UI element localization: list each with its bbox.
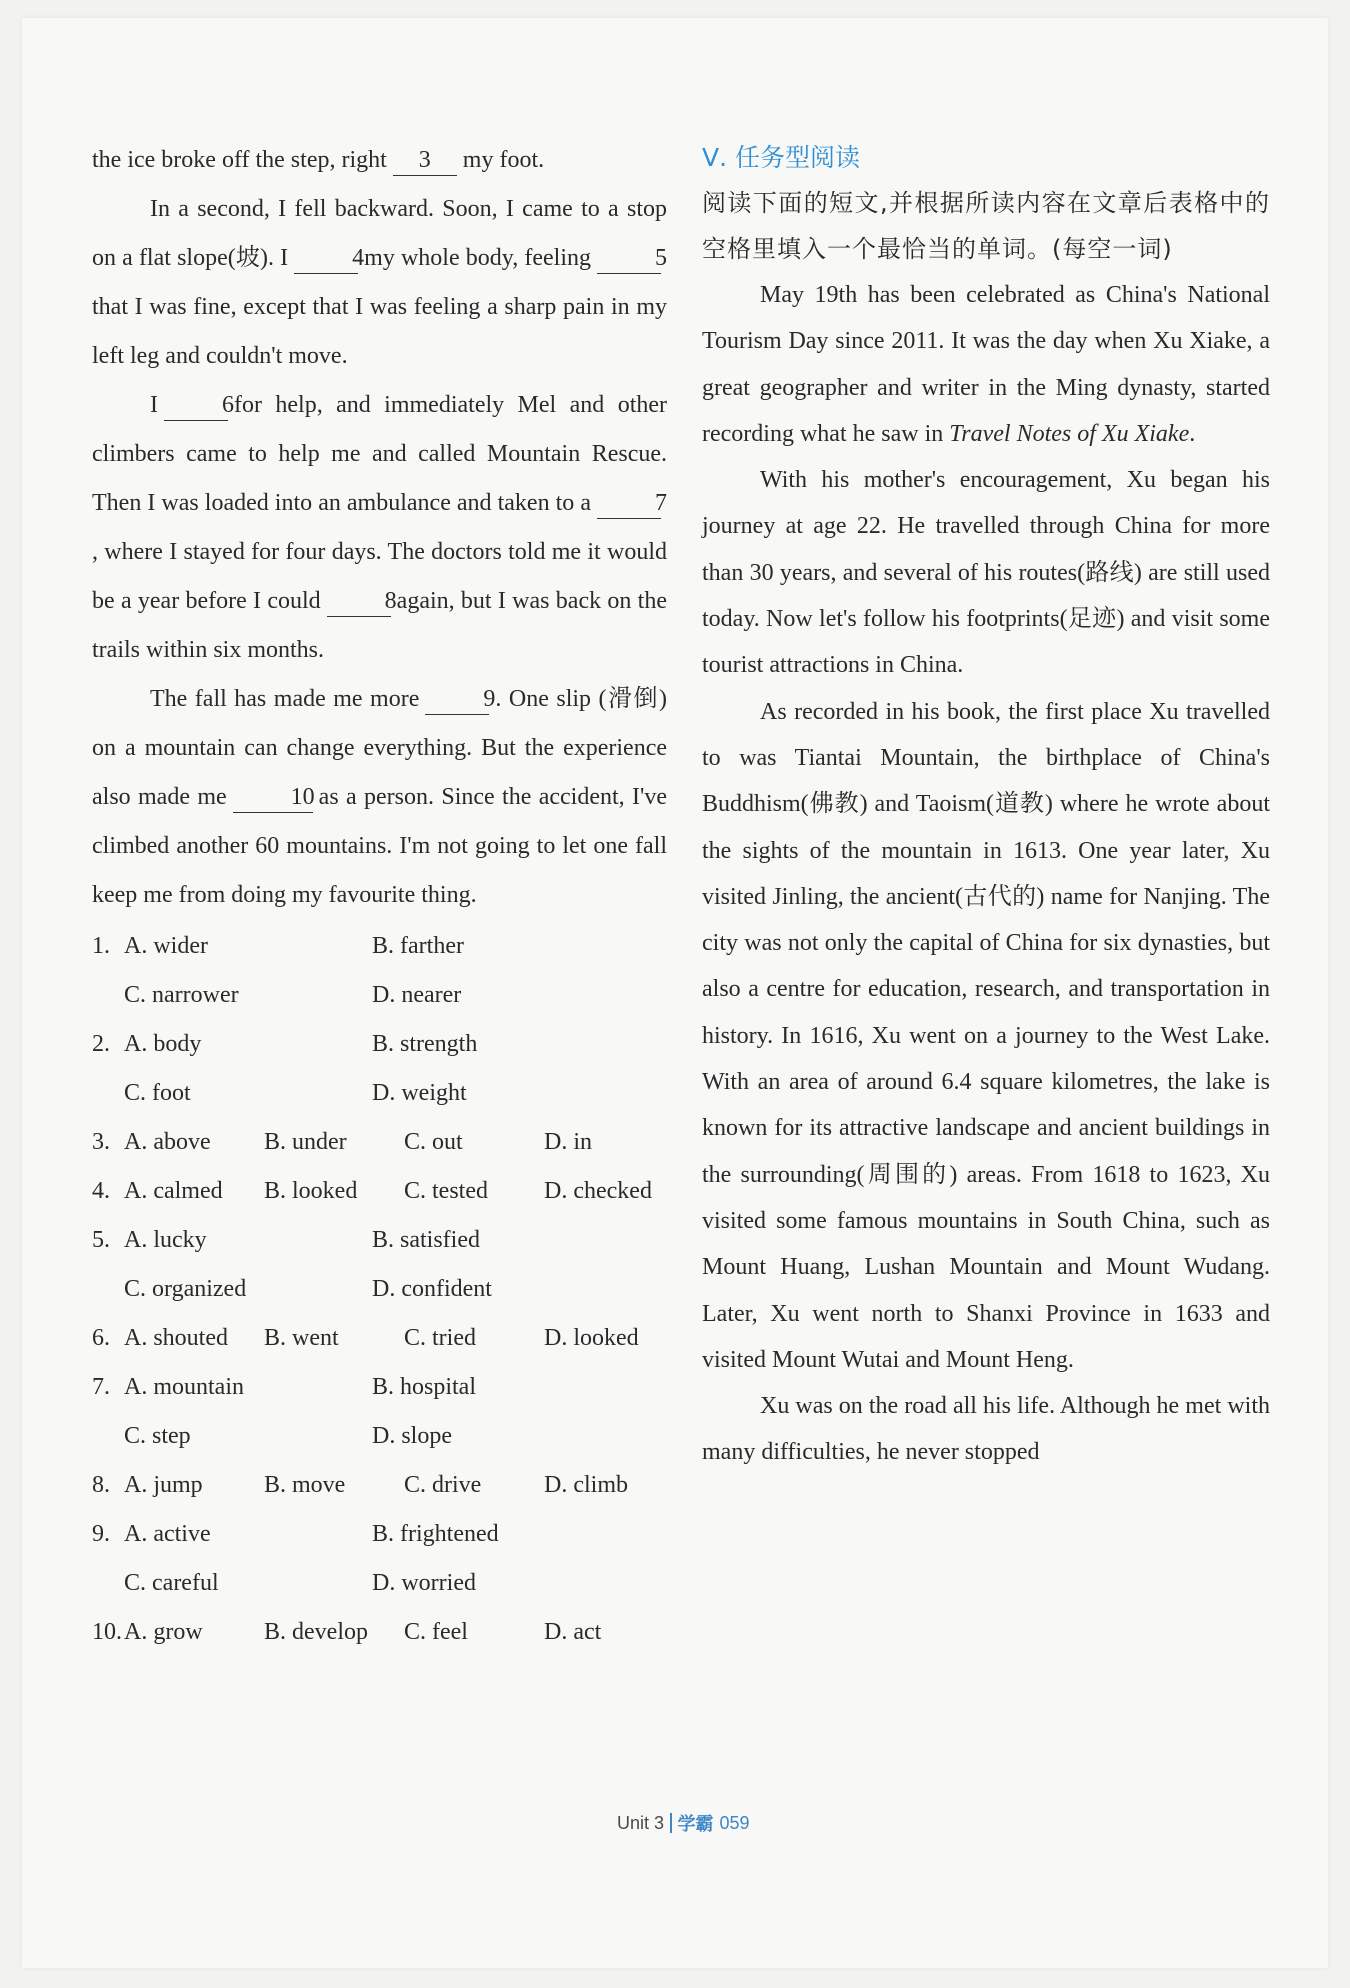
option-c[interactable]: C. foot — [124, 1080, 191, 1106]
book-title: Travel Notes of Xu Xiake — [949, 420, 1190, 447]
option-row — [92, 1510, 667, 1559]
paragraph-4 — [92, 675, 667, 920]
right-column — [702, 136, 1270, 1476]
option-d[interactable]: D. act — [544, 1619, 602, 1645]
answer-options — [92, 922, 667, 1657]
question-number: 8. — [92, 1472, 110, 1498]
blank-8: 8 — [327, 586, 391, 617]
question-number: 3. — [92, 1129, 110, 1155]
option-row — [92, 971, 667, 1020]
option-a[interactable]: A. wider — [124, 933, 208, 959]
text: , where I stayed for four days. The doctors told me it would be a year before I could — [92, 539, 667, 614]
text: . One slip (滑倒) on a mountain can change everything. But the experience also made me — [92, 686, 667, 810]
question-number: 1. — [92, 933, 110, 959]
text: . — [1189, 420, 1196, 447]
option-c[interactable]: C. tried — [404, 1325, 476, 1351]
option-a[interactable]: A. above — [124, 1129, 211, 1155]
option-row — [92, 1461, 667, 1510]
option-b[interactable]: B. satisfied — [372, 1227, 480, 1253]
option-row — [92, 1412, 667, 1461]
option-c[interactable]: C. step — [124, 1423, 191, 1449]
blank-10: 10 — [233, 782, 313, 813]
option-d[interactable]: D. climb — [544, 1472, 628, 1498]
blank-6: 6 — [164, 390, 228, 421]
blank-5: 5 — [597, 243, 661, 274]
option-a[interactable]: A. shouted — [124, 1325, 228, 1351]
option-row — [92, 1314, 667, 1363]
option-c[interactable]: C. organized — [124, 1276, 247, 1302]
option-row — [92, 1118, 667, 1167]
paragraph-3 — [92, 381, 667, 675]
section-title: Ⅴ. 任务型阅读 — [702, 143, 860, 172]
option-row — [92, 1069, 667, 1118]
text: my whole body, feeling — [364, 245, 591, 271]
text: that I was fine, except that I was feeling a sharp pain in my left leg and couldn't move. — [92, 294, 667, 369]
option-row — [92, 1363, 667, 1412]
passage-paragraph-1 — [702, 272, 1270, 457]
option-d[interactable]: D. in — [544, 1129, 592, 1155]
option-d[interactable]: D. nearer — [372, 982, 462, 1008]
option-c[interactable]: C. narrower — [124, 982, 239, 1008]
option-b[interactable]: B. develop — [264, 1619, 368, 1645]
option-a[interactable]: A. lucky — [124, 1227, 207, 1253]
left-column — [92, 136, 667, 1657]
text: In a second, I fell backward. Soon, I came to a stop on a flat slope(坡). I — [92, 196, 667, 271]
divider — [670, 1813, 672, 1833]
option-b[interactable]: B. under — [264, 1129, 347, 1155]
unit-label: Unit 3 — [617, 1812, 665, 1833]
option-row — [92, 1608, 667, 1657]
option-b[interactable]: B. strength — [372, 1031, 478, 1057]
option-row — [92, 1265, 667, 1314]
text: I — [150, 392, 158, 418]
option-c[interactable]: C. drive — [404, 1472, 482, 1498]
option-a[interactable]: A. body — [124, 1031, 202, 1057]
option-row — [92, 1020, 667, 1069]
page-footer — [617, 1810, 750, 1836]
text: again, but I was back on the trails within six months. — [92, 588, 668, 663]
option-b[interactable]: B. hospital — [372, 1374, 477, 1400]
option-a[interactable]: A. mountain — [124, 1374, 244, 1400]
option-a[interactable]: A. jump — [124, 1472, 203, 1498]
page — [22, 18, 1328, 1968]
question-number: 4. — [92, 1178, 110, 1204]
paragraph-2 — [92, 185, 667, 381]
passage-paragraph-3: As recorded in his book, the first place Xu travelled to was Tiantai Mountain, the birthplace of China's Buddhism(佛教) and Taoism(道教) where he wrote about the sights of the mountain in 1613. One year later, Xu visited Jinling, the ancient(古代的) name for Nanjing. The city was not only the capital of China for six dynasties, but also a centre for education, research, and transportation in history. In 1616, Xu went on a journey to the West Lake. With an area of around 6.4 square kilometres, the lake is known for its attractive landscape and ancient buildings in the surrounding(周围的) areas. From 1618 to 1623, Xu visited some famous mountains in South China, such as Mount Huang, Lushan Mountain and Mount Wudang. Later, Xu went north to Shanxi Province in 1633 and visited Mount Wutai and Mount Heng. — [702, 698, 1270, 1373]
question-number: 2. — [92, 1031, 110, 1057]
text: May 19th has been celebrated as China's National Tourism Day since 2011. It was the day when Xu Xiake, a great geographer and writer in the Ming dynasty, started recording what he saw in — [702, 282, 1270, 447]
option-b[interactable]: B. move — [264, 1472, 346, 1498]
option-b[interactable]: B. frightened — [372, 1521, 499, 1547]
blank-9: 9 — [425, 684, 489, 715]
option-c[interactable]: C. out — [404, 1129, 463, 1155]
option-row — [92, 1559, 667, 1608]
text: The fall has made me more — [150, 686, 420, 712]
option-d[interactable]: D. weight — [372, 1080, 467, 1106]
passage-paragraph-2: With his mother's encouragement, Xu began his journey at age 22. He travelled through China for more than 30 years, and several of his routes(路线) are still used today. Now let's follow his footprints(足迹) and visit some tourist attractions in China. — [702, 467, 1270, 679]
brand-logo: 学霸 — [677, 1814, 714, 1834]
option-c[interactable]: C. careful — [124, 1570, 219, 1596]
option-c[interactable]: C. feel — [404, 1619, 468, 1645]
paragraph-1 — [92, 136, 667, 185]
blank-7: 7 — [597, 488, 661, 519]
option-d[interactable]: D. checked — [544, 1178, 652, 1204]
option-d[interactable]: D. looked — [544, 1325, 639, 1351]
text: as a person. Since the accident, I've climbed another 60 mountains. I'm not going to let one fall keep me from doing my favourite thing. — [92, 784, 667, 908]
option-b[interactable]: B. looked — [264, 1178, 358, 1204]
blank-4: 4 — [294, 243, 358, 274]
option-b[interactable]: B. farther — [372, 933, 464, 959]
text: the ice broke off the step, right — [92, 147, 387, 173]
instructions: 阅读下面的短文,并根据所读内容在文章后表格中的空格里填入一个最恰当的单词。(每空一词) — [702, 189, 1270, 263]
passage-paragraph-4: Xu was on the road all his life. Although he met with many difficulties, he never stopped — [702, 1393, 1270, 1466]
blank-3: 3 — [393, 145, 457, 176]
option-d[interactable]: D. confident — [372, 1276, 492, 1302]
option-d[interactable]: D. worried — [372, 1570, 476, 1596]
option-d[interactable]: D. slope — [372, 1423, 452, 1449]
option-b[interactable]: B. went — [264, 1325, 339, 1351]
option-a[interactable]: A. grow — [124, 1619, 203, 1645]
option-row — [92, 922, 667, 971]
option-a[interactable]: A. calmed — [124, 1178, 223, 1204]
question-number: 5. — [92, 1227, 110, 1253]
text: my foot. — [462, 147, 545, 173]
text: for help, and immediately Mel and other climbers came to help me and called Mountain Rescue. Then I was loaded into an ambulance and taken to a — [92, 392, 667, 516]
question-number: 9. — [92, 1521, 110, 1547]
option-row — [92, 1216, 667, 1265]
question-number: 10. — [92, 1619, 122, 1645]
option-row — [92, 1167, 667, 1216]
option-c[interactable]: C. tested — [404, 1178, 488, 1204]
question-number: 6. — [92, 1325, 110, 1351]
question-number: 7. — [92, 1374, 110, 1400]
option-a[interactable]: A. active — [124, 1521, 211, 1547]
page-number: 059 — [719, 1812, 750, 1833]
